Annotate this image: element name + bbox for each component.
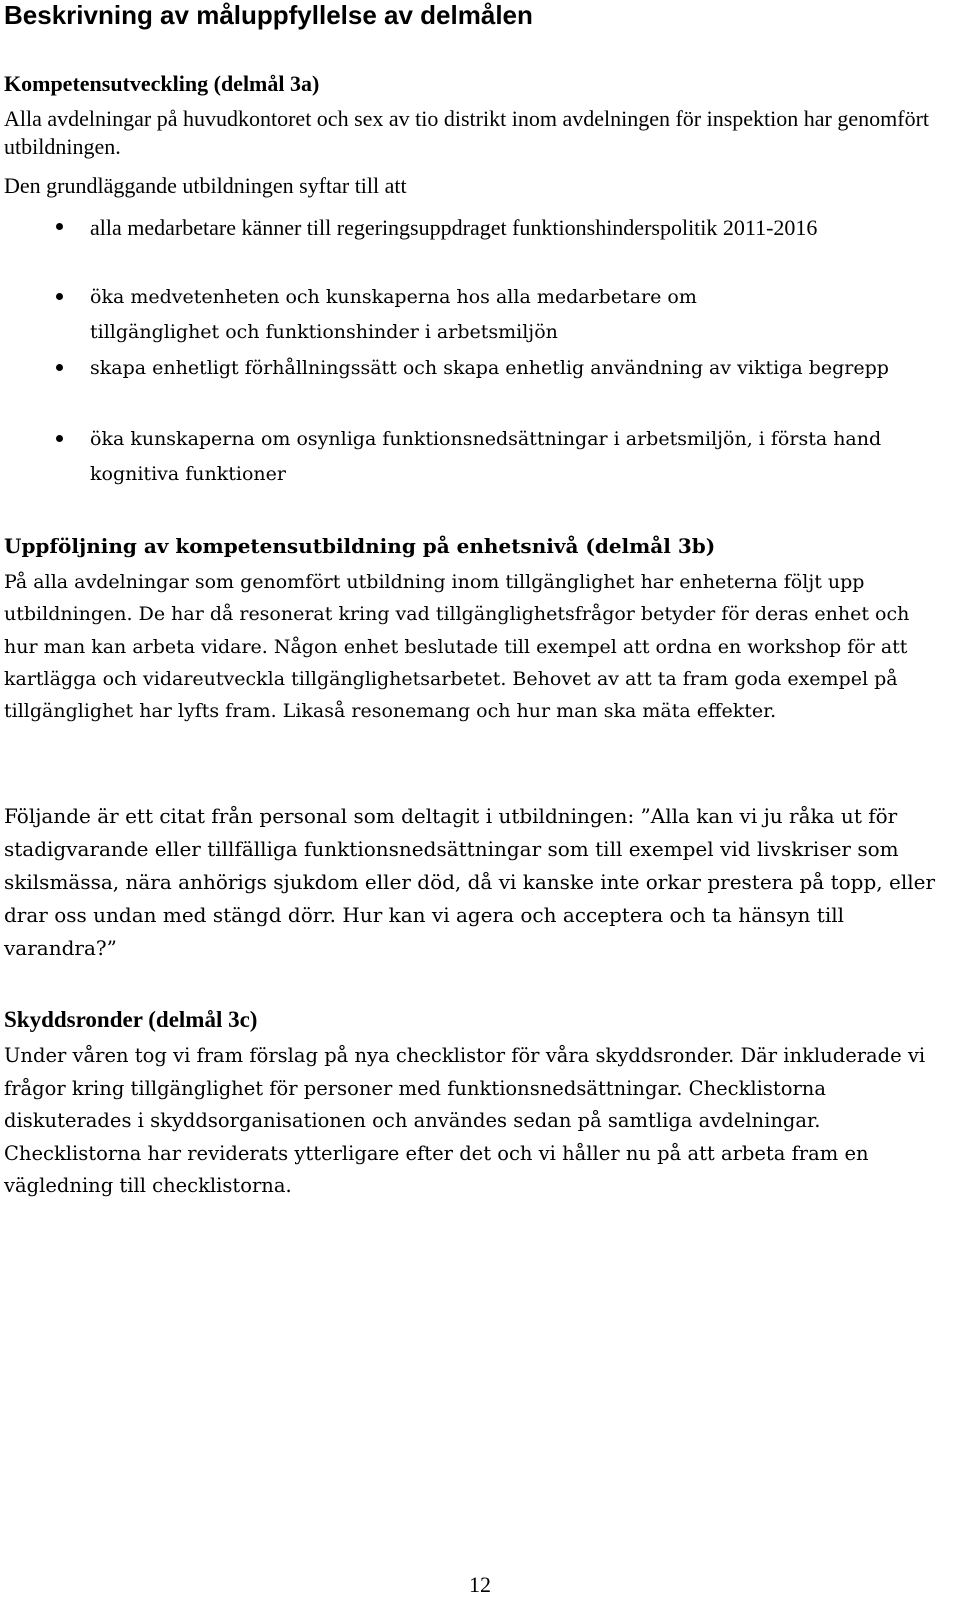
quote-paragraph: Följande är ett citat från personal som deltagit i utbildningen: ”Alla kan vi ju råka ut för stadigvarande eller tillfälliga funktionsnedsättningar som till exempel vid livskriser som skilsmässa, nära anhörigs sjukdom eller död, då vi kanske inte orkar prestera på topp, eller drar oss undan med stängd dörr. Hur kan vi agera och acceptera och ta hänsyn till varandra?” xyxy=(4,804,936,960)
list-item xyxy=(4,351,950,422)
page-number: 12 xyxy=(469,1572,491,1597)
list-item-text: alla medarbetare känner till regeringsuppdraget funktionshinderspolitik 2011-2016 xyxy=(90,215,818,240)
list-item xyxy=(4,422,930,492)
list-item xyxy=(4,280,820,351)
bullet-icon xyxy=(56,293,63,300)
bullet-lead-text: Den grundläggande utbildningen syftar till att xyxy=(4,173,407,198)
section-heading-safety-rounds: Skyddsronder (delmål 3c) xyxy=(4,1007,258,1032)
list-item-text: öka kunskaperna om osynliga funktionsnedsättningar i arbetsmiljön, i första hand kognitiva funktioner xyxy=(90,428,882,485)
list-item-text: öka medvetenheten och kunskaperna hos alla medarbetare om tillgänglighet och funktionshinder i arbetsmiljön xyxy=(90,286,697,343)
section-heading-competence: Kompetensutveckling (delmål 3a) xyxy=(4,71,320,96)
bullet-icon xyxy=(56,223,63,230)
goals-bullet-list xyxy=(4,210,954,492)
bullet-icon xyxy=(56,364,63,371)
safety-rounds-paragraph: Under våren tog vi fram förslag på nya checklistor för våra skyddsronder. Där inkluderade vi frågor kring tillgänglighet för personer med funktionsnedsättningar. Checklistorna diskuterades i skyddsorganisationen och användes sedan på samtliga avdelningar. Checklistorna har reviderats ytterligare efter det och vi håller nu på att arbeta fram en vägledning till checklistorna. xyxy=(4,1044,926,1198)
section-intro-paragraph: Alla avdelningar på huvudkontoret och sex av tio distrikt inom avdelningen för inspektion har genomfört utbildningen. xyxy=(4,106,930,159)
followup-paragraph: På alla avdelningar som genomfört utbildning inom tillgänglighet har enheterna följt upp utbildningen. De har då resonerat kring vad tillgänglighetsfrågor betyder för deras enhet och hur man kan arbeta vidare. Någon enhet beslutade till exempel att ordna en workshop för att kartlägga och vidareutveckla tillgänglighetsarbetet. Behovet av att ta fram goda exempel på tillgänglighet har lyfts fram. Likaså resonemang och hur man ska mäta effekter. xyxy=(4,571,910,723)
list-item xyxy=(4,210,938,280)
page-heading: Beskrivning av måluppfyllelse av delmålen xyxy=(4,0,533,30)
bullet-icon xyxy=(56,435,63,442)
list-item-text: skapa enhetligt förhållningssätt och skapa enhetlig användning av viktiga begrepp xyxy=(90,357,889,379)
section-heading-followup: Uppföljning av kompetensutbildning på enhetsnivå (delmål 3b) xyxy=(4,534,716,558)
